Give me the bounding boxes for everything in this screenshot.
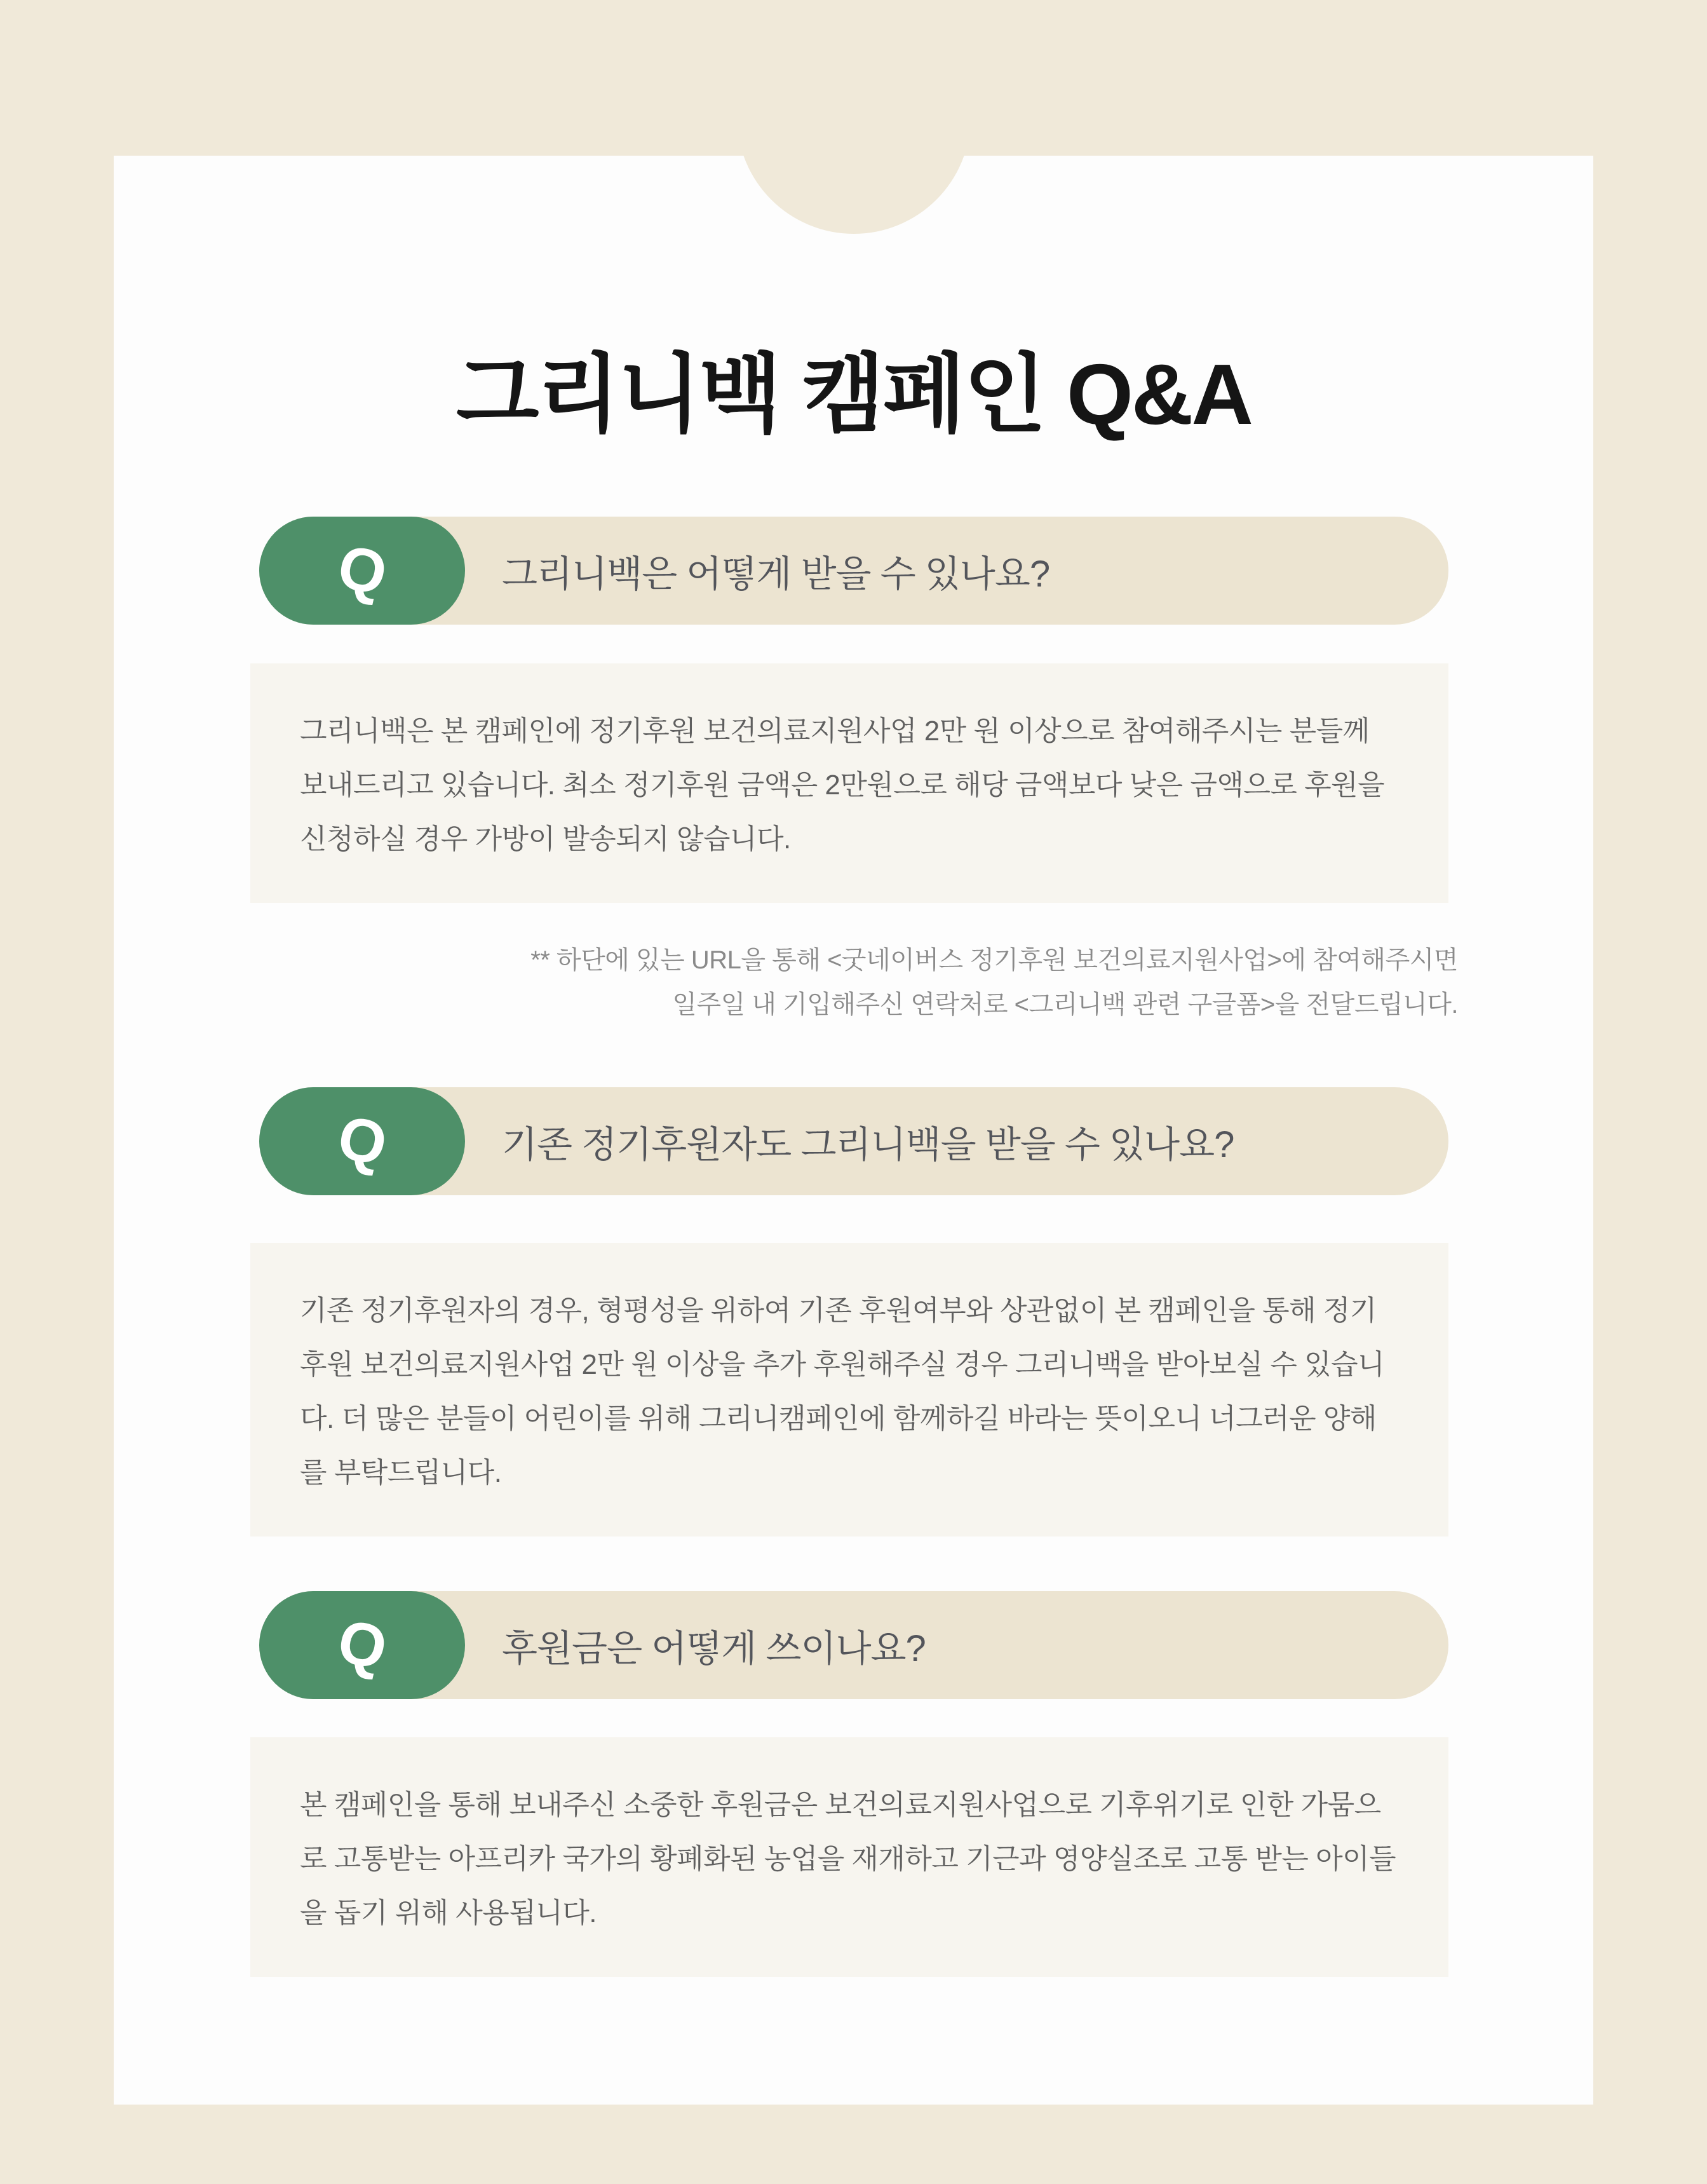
footnote-line-2: 일주일 내 기입해주신 연락처로 <그리니백 관련 구글폼>을 전달드립니다. [672, 990, 1458, 1019]
q-badge-3 [259, 1591, 465, 1699]
q-badge-2 [259, 1087, 465, 1195]
card-content [114, 156, 1593, 2105]
question-text-3: 후원금은 어떻게 쓰이나요? [502, 1627, 926, 1669]
answer-text-1: 그리니백은 본 캠페인에 정기후원 보건의료지원사업 2만 원 이상으로 참여해주시는 분들께 보내드리고 있습니다. 최소 정기후원 금액은 2만원으로 해당 금액보다 낮은 금액으로 후원을 신청하실 경우 가방이 발송되지 않습니다. [250, 663, 1448, 903]
question-pill-1 [259, 517, 1448, 625]
answer-text-3: 본 캠페인을 통해 보내주신 소중한 후원금은 보건의료지원사업으로 기후위기로 인한 가뭄으로 고통받는 아프리카 국가의 황폐화된 농업을 재개하고 기근과 영양실조로 고통 받는 아이들을 돕기 위해 사용됩니다. [250, 1737, 1448, 1977]
question-text-2: 기존 정기후원자도 그리니백을 받을 수 있나요? [502, 1123, 1234, 1165]
page-title: 그리니백 캠페인 Q&A [456, 346, 1252, 442]
footnote-line-1: ** 하단에 있는 URL을 통해 <굿네이버스 정기후원 보건의료지원사업>에 참여해주시면 [530, 946, 1458, 974]
qa-section-1 [259, 517, 1458, 1027]
top-notch-decoration [737, 0, 971, 234]
answer-text-2: 기존 정기후원자의 경우, 형평성을 위하여 기존 후원여부와 상관없이 본 캠페인을 통해 정기후원 보건의료지원사업 2만 원 이상을 추가 후원해주실 경우 그리니백을 받아보실 수 있습니다. 더 많은 분들이 어린이를 위해 그리니캠페인에 함께하길 바라는 뜻이오니 너그러운 양해를 부탁드립니다. [250, 1243, 1448, 1536]
qa-section-3 [259, 1591, 1448, 1977]
question-pill-2 [259, 1087, 1448, 1195]
question-pill-3 [259, 1591, 1448, 1699]
content-card [114, 156, 1593, 2105]
q-letter: Q [332, 532, 393, 609]
q-letter: Q [332, 1606, 393, 1683]
qa-section-2 [259, 1087, 1448, 1536]
q-badge-1 [259, 517, 465, 625]
q-letter: Q [332, 1102, 393, 1179]
question-text-1: 그리니백은 어떻게 받을 수 있나요? [502, 553, 1050, 595]
footnote [259, 938, 1458, 1027]
